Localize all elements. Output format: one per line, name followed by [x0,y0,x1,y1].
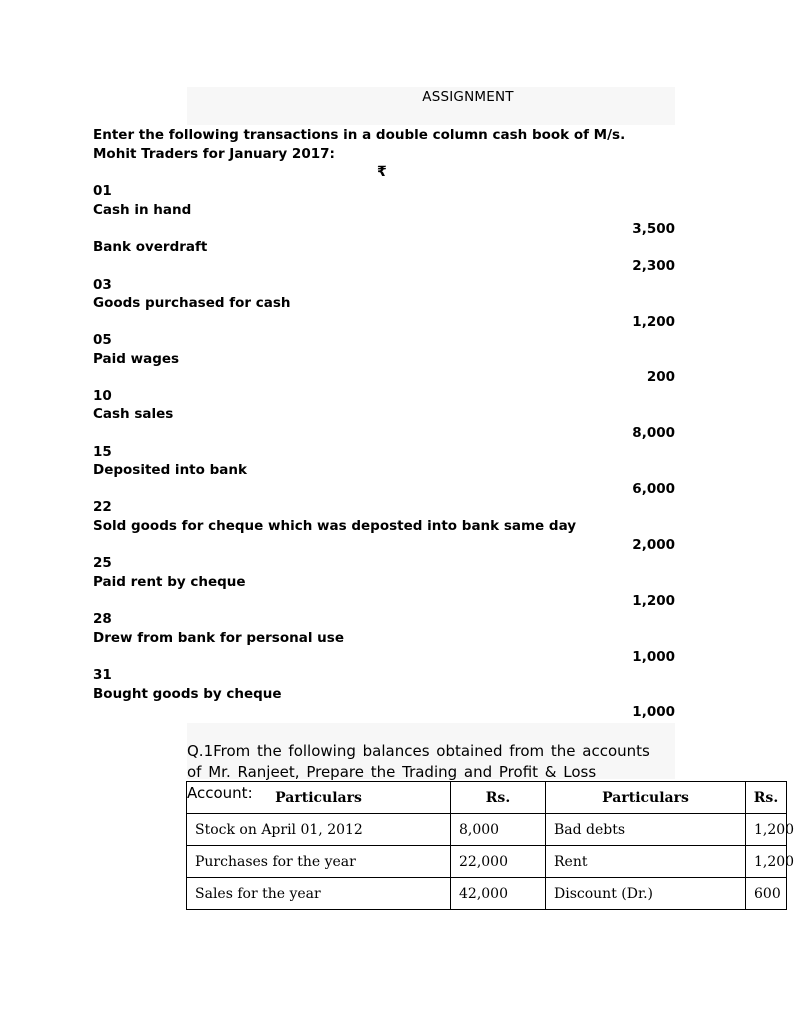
entry-amount: 3,500 [632,221,675,237]
entry-amount: 1,000 [632,649,675,665]
table-row [187,878,787,910]
table-cell: Sales for the year [187,878,451,910]
entry-text: Bought goods by cheque [93,686,282,702]
entry-text: Deposited into bank [93,462,247,478]
table-cell: Rent [546,846,746,878]
entry-date: 31 [93,667,112,683]
entry-date: 15 [93,444,112,460]
table-cell: Discount (Dr.) [546,878,746,910]
table-header-row [187,782,787,814]
entry-text: Cash sales [93,406,174,422]
entry-date: 25 [93,555,112,571]
page-title: ASSIGNMENT [422,89,514,105]
entry-amount: 1,000 [632,704,675,720]
table-cell: Bad debts [546,814,746,846]
table-row [187,846,787,878]
column-header: Rs. [451,782,546,814]
entry-amount: 2,000 [632,537,675,553]
entry-text: Goods purchased for cash [93,295,291,311]
entry-text: Paid rent by cheque [93,574,246,590]
entry-amount: 8,000 [632,425,675,441]
table-cell: 1,200 [746,846,787,878]
column-header: Particulars [187,782,451,814]
entry-text: Drew from bank for personal use [93,630,344,646]
table-cell: Stock on April 01, 2012 [187,814,451,846]
entry-text: Bank overdraft [93,239,208,255]
entry-date: 10 [93,388,112,404]
column-header: Particulars [546,782,746,814]
column-header: Rs. [746,782,787,814]
entry-amount: 200 [646,369,675,385]
entry-text: Sold goods for cheque which was deposted into bank same day [93,518,577,534]
table-cell: Purchases for the year [187,846,451,878]
intro-text: Enter the following transactions in a double column cash book of M/s. Mohit Traders for January 2017: [93,127,626,162]
question-text: Q.1From the following balances obtained from the accounts of Mr. Ranjeet, Prepare the Trading and Profit & Loss Account: [187,742,650,802]
entry-date: 28 [93,611,112,627]
table-cell: 1,200 [746,814,787,846]
table-cell: 22,000 [451,846,546,878]
table-row [187,814,787,846]
table-cell: 42,000 [451,878,546,910]
entry-date: 03 [93,277,112,293]
entry-amount: 2,300 [632,258,675,274]
currency-symbol: ₹ [377,164,387,180]
entry-amount: 1,200 [632,314,675,330]
table-cell: 600 [746,878,787,910]
entry-amount: 1,200 [632,593,675,609]
entry-date: 22 [93,499,112,515]
entry-text: Cash in hand [93,202,192,218]
entry-date: 05 [93,332,112,348]
entry-date: 01 [93,183,112,199]
balances-table [186,781,794,910]
entry-text: Paid wages [93,351,180,367]
entry-amount: 6,000 [632,481,675,497]
table-cell: 8,000 [451,814,546,846]
